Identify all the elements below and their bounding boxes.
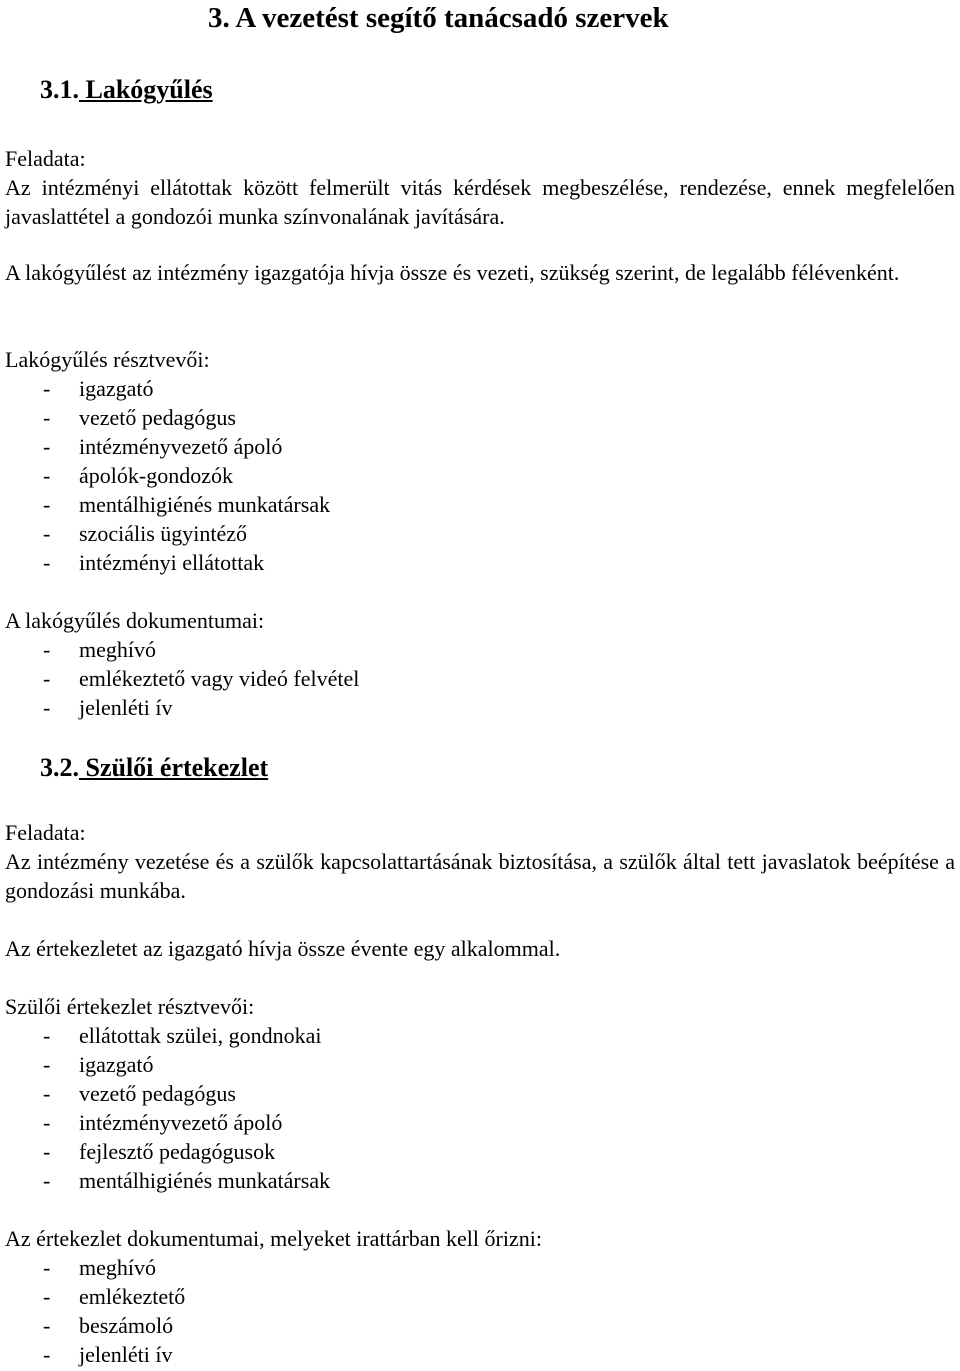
list-item-text: mentálhigiénés munkatársak — [79, 1168, 331, 1193]
task-block — [5, 818, 955, 905]
task-block — [5, 144, 955, 231]
list-item — [5, 1340, 955, 1369]
list-item-text: ápolók-gondozók — [79, 463, 233, 488]
dash-bullet: - — [43, 1313, 51, 1338]
dash-bullet: - — [43, 1052, 51, 1077]
dash-bullet: - — [43, 550, 51, 575]
section-heading-lakogyules — [40, 74, 213, 106]
documents-label: Az értekezlet dokumentumai, melyeket irattárban kell őrizni: — [5, 1226, 542, 1251]
list-item — [5, 403, 955, 432]
task-label: Feladata: — [5, 146, 86, 171]
participants-block — [5, 345, 955, 577]
list-item — [5, 1050, 955, 1079]
dash-bullet: - — [43, 1284, 51, 1309]
list-item-text: meghívó — [79, 1255, 156, 1280]
task-text: Az intézmény vezetése és a szülők kapcsolattartásának biztosítása, a szülők által tett javaslatok beépítése a gondozási munkába. — [5, 849, 955, 903]
list-item-text: vezető pedagógus — [79, 405, 236, 430]
section-heading-szuloi-ertekezlet — [40, 752, 268, 784]
list-item-text: intézményi ellátottak — [79, 550, 265, 575]
dash-bullet: - — [43, 434, 51, 459]
list-item-text: vezető pedagógus — [79, 1081, 236, 1106]
list-item-text: beszámoló — [79, 1313, 174, 1338]
dash-bullet: - — [43, 1110, 51, 1135]
dash-bullet: - — [43, 1342, 51, 1367]
dash-bullet: - — [43, 1139, 51, 1164]
list-item — [5, 693, 955, 722]
list-item — [5, 635, 955, 664]
task-label: Feladata: — [5, 820, 86, 845]
list-item — [5, 1137, 955, 1166]
list-item-text: ellátottak szülei, gondnokai — [79, 1023, 322, 1048]
documents-list — [5, 635, 955, 722]
list-item — [5, 519, 955, 548]
list-item-text: igazgató — [79, 376, 154, 401]
list-item — [5, 1253, 955, 1282]
list-item — [5, 1021, 955, 1050]
dash-bullet: - — [43, 463, 51, 488]
dash-bullet: - — [43, 637, 51, 662]
participants-label: Szülői értekezlet résztvevői: — [5, 994, 255, 1019]
dash-bullet: - — [43, 492, 51, 517]
dash-bullet: - — [43, 695, 51, 720]
list-item — [5, 548, 955, 577]
participants-label: Lakógyűlés résztvevői: — [5, 347, 210, 372]
dash-bullet: - — [43, 405, 51, 430]
dash-bullet: - — [43, 1023, 51, 1048]
section-title: Lakógyűlés — [79, 75, 213, 104]
list-item — [5, 1282, 955, 1311]
list-item — [5, 1166, 955, 1195]
documents-block — [5, 606, 955, 722]
list-item-text: intézményvezető ápoló — [79, 1110, 283, 1135]
list-item — [5, 664, 955, 693]
dash-bullet: - — [43, 376, 51, 401]
list-item-text: intézményvezető ápoló — [79, 434, 283, 459]
list-item-text: emlékeztető — [79, 1284, 186, 1309]
list-item — [5, 1108, 955, 1137]
dash-bullet: - — [43, 1081, 51, 1106]
dash-bullet: - — [43, 1168, 51, 1193]
list-item-text: szociális ügyintéző — [79, 521, 248, 546]
list-item — [5, 1079, 955, 1108]
list-item — [5, 374, 955, 403]
list-item-text: emlékeztető vagy videó felvétel — [79, 666, 360, 691]
section-number: 3.2. — [40, 753, 79, 782]
documents-block — [5, 1224, 955, 1369]
list-item-text: igazgató — [79, 1052, 154, 1077]
section-title: Szülői értekezlet — [79, 753, 269, 782]
list-item-text: jelenléti ív — [79, 695, 173, 720]
section-number: 3.1. — [40, 75, 79, 104]
participants-block — [5, 992, 955, 1195]
task-text: Az intézményi ellátottak között felmerült vitás kérdések megbeszélése, rendezése, ennek megfelelően javaslattétel a gondozói munka színvonalának javítására. — [5, 175, 955, 229]
convening-text: Az értekezletet az igazgató hívja össze évente egy alkalommal. — [5, 936, 561, 961]
dash-bullet: - — [43, 666, 51, 691]
dash-bullet: - — [43, 1255, 51, 1280]
main-heading: 3. A vezetést segítő tanácsadó szervek — [208, 2, 669, 34]
list-item-text: jelenléti ív — [79, 1342, 173, 1367]
list-item — [5, 490, 955, 519]
list-item-text: mentálhigiénés munkatársak — [79, 492, 331, 517]
list-item — [5, 1311, 955, 1340]
dash-bullet: - — [43, 521, 51, 546]
documents-list — [5, 1253, 955, 1369]
convening-text: A lakógyűlést az intézmény igazgatója hívja össze és vezeti, szükség szerint, de legalább félévenként. — [5, 260, 900, 285]
list-item — [5, 461, 955, 490]
documents-label: A lakógyűlés dokumentumai: — [5, 608, 265, 633]
participants-list — [5, 374, 955, 577]
list-item-text: fejlesztő pedagógusok — [79, 1139, 276, 1164]
list-item — [5, 432, 955, 461]
participants-list — [5, 1021, 955, 1195]
list-item-text: meghívó — [79, 637, 156, 662]
